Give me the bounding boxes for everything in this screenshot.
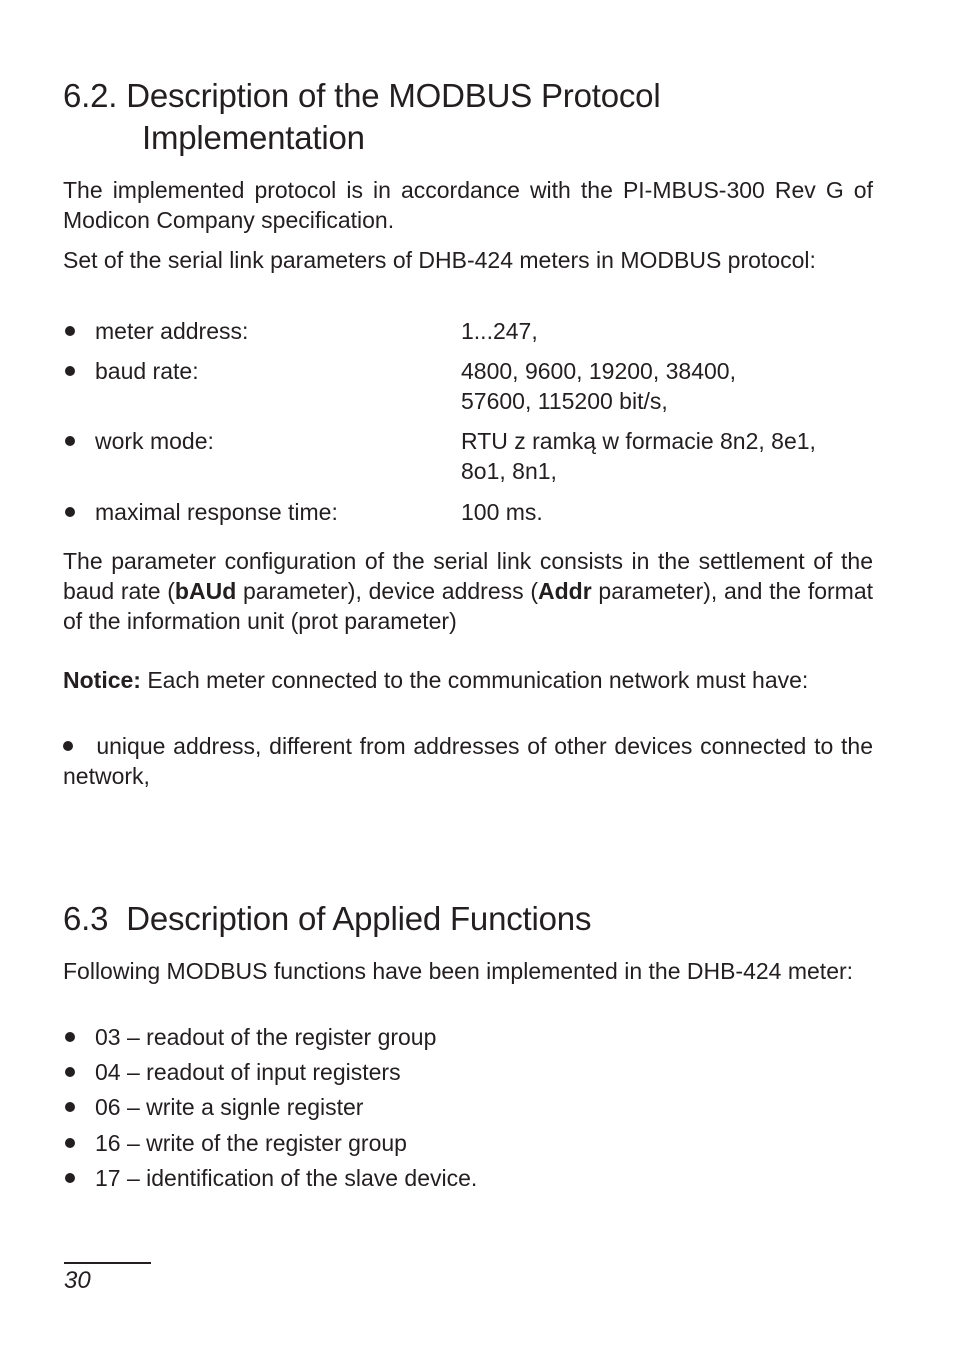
section-heading-modbus-implementation xyxy=(63,75,873,159)
bullet-icon xyxy=(65,1173,75,1183)
notice-bullet: unique address, different from addresses of other devices connected to the network, xyxy=(63,733,874,789)
bullet-icon xyxy=(65,326,75,336)
bullet-icon xyxy=(65,1138,75,1148)
section-number: 6.2. xyxy=(63,77,118,114)
param-label: maximal response time: xyxy=(95,499,338,525)
set-paragraph: Set of the serial link parameters of DHB-424 meters in MODBUS protocol: xyxy=(63,247,816,273)
functions-intro: Following MODBUS functions have been implemented in the DHB-424 meter: xyxy=(63,958,854,984)
footer-divider xyxy=(64,1262,151,1264)
config-paragraph: The parameter configuration of the serial link consists in the settlement of the baud rate (bAUd parameter), device address (Addr parameter), and the format of the information unit (prot parameter) xyxy=(63,548,874,634)
section-heading-applied-functions xyxy=(63,898,873,940)
bullet-icon xyxy=(63,741,73,751)
bullet-icon xyxy=(65,1067,75,1077)
bullet-icon xyxy=(65,507,75,517)
section-title-line1: Description of the MODBUS Protocol xyxy=(126,77,661,114)
addr-param: Addr xyxy=(538,578,592,604)
notice-label: Notice: xyxy=(63,667,141,693)
notice-paragraph: Notice: Each meter connected to the communication network must have: xyxy=(63,667,809,693)
param-value: 1...247, xyxy=(461,318,538,344)
baud-param: bAUd xyxy=(174,578,237,604)
param-value: 100 ms. xyxy=(461,499,543,525)
param-label: baud rate: xyxy=(95,358,199,384)
bullet-icon xyxy=(65,436,75,446)
bullet-icon xyxy=(65,1032,75,1042)
intro-paragraph: The implemented protocol is in accordance with the PI-MBUS-300 Rev G of Modicon Company specification. xyxy=(63,177,873,233)
bullet-icon xyxy=(65,1102,75,1112)
section-number: 6.3 xyxy=(63,900,109,937)
bullet-icon xyxy=(65,366,75,376)
param-label: meter address: xyxy=(95,318,249,344)
page-number: 30 xyxy=(64,1267,91,1294)
param-label: work mode: xyxy=(95,428,214,454)
param-value: 4800, 9600, 19200, 38400, 57600, 115200 bit/s, xyxy=(461,358,736,414)
param-value: RTU z ramką w formacie 8n2, 8e1, 8o1, 8n1, xyxy=(461,428,816,484)
section-title-line2: Implementation xyxy=(142,119,365,156)
section-title: Description of Applied Functions xyxy=(126,900,592,937)
